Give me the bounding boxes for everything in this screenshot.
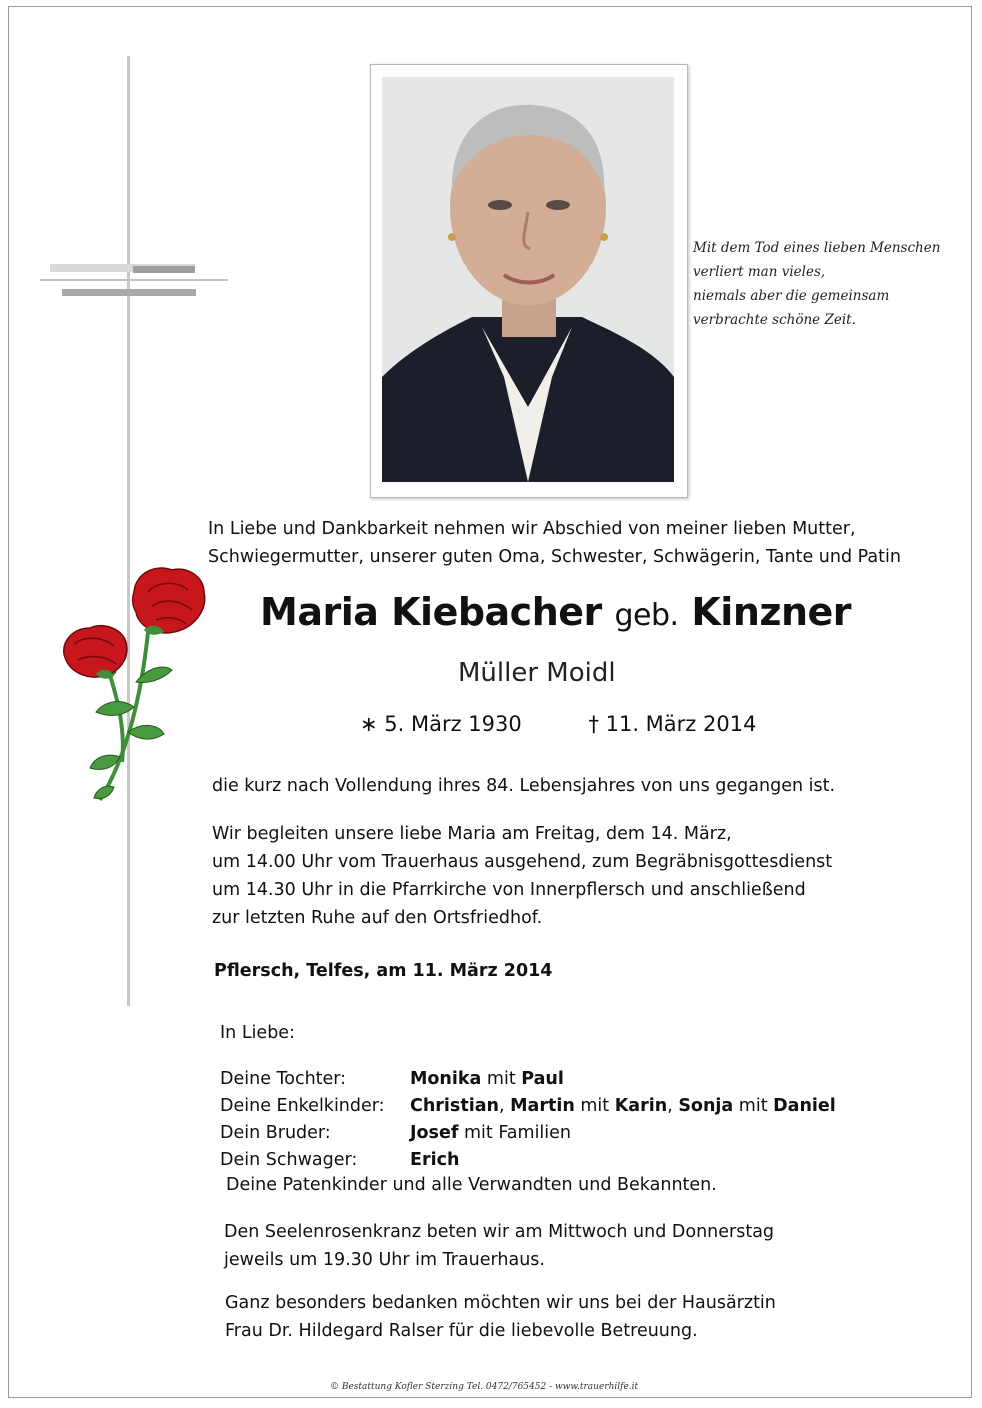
in-liebe-label: In Liebe: — [220, 1023, 295, 1043]
cross-vertical-bar — [127, 56, 130, 1006]
family-name: Josef — [410, 1123, 459, 1143]
name-maiden: Kinzner — [691, 590, 852, 634]
footer-credit: © Bestattung Kofler Sterzing Tel. 0472/765452 - www.trauerhilfe.it — [330, 1382, 639, 1392]
portrait-photo — [382, 77, 674, 482]
death-date: † 11. März 2014 — [588, 712, 757, 736]
red-roses-illustration — [56, 562, 226, 802]
family-connector: , — [667, 1096, 679, 1116]
rosary-line: Den Seelenrosenkranz beten wir am Mittwoch und Donnerstag — [224, 1222, 775, 1242]
funeral-line: Wir begleiten unsere liebe Maria am Freitag, dem 14. März, — [212, 824, 732, 844]
family-relation: Deine Tochter: — [220, 1069, 347, 1089]
cross-horizontal-bar — [133, 266, 195, 273]
family-name: Erich — [410, 1150, 460, 1170]
family-relation: Dein Schwager: — [220, 1150, 358, 1170]
family-name: Sonja — [678, 1096, 734, 1116]
quote-line: verliert man vieles, — [693, 264, 826, 280]
life-dates — [360, 712, 756, 736]
memorial-quote — [693, 236, 975, 332]
family-row — [220, 1120, 836, 1147]
family-row — [220, 1147, 836, 1174]
portrait-illustration — [382, 77, 674, 482]
age-line: die kurz nach Vollendung ihres 84. Lebensjahres von uns gegangen ist. — [212, 776, 836, 796]
family-list — [220, 1066, 836, 1174]
deceased-name — [260, 590, 900, 634]
thanks-line: Ganz besonders bedanken möchten wir uns bei der Hausärztin — [225, 1293, 776, 1313]
family-connector: mit — [733, 1096, 774, 1116]
family-connector: mit Familien — [458, 1123, 572, 1143]
family-name: Monika — [410, 1069, 482, 1089]
family-row — [220, 1066, 836, 1093]
birth-date: ∗ 5. März 1930 — [360, 712, 522, 736]
funeral-line: um 14.00 Uhr vom Trauerhaus ausgehend, zum Begräbnisgottesdienst — [212, 852, 833, 872]
quote-line: niemals aber die gemeinsam — [693, 288, 890, 304]
intro-line: In Liebe und Dankbarkeit nehmen wir Abschied von meiner lieben Mutter, — [208, 519, 856, 539]
thanks-paragraph — [225, 1289, 776, 1345]
funeral-line: um 14.30 Uhr in die Pfarrkirche von Innerpflersch und anschließend — [212, 880, 806, 900]
funeral-line: zur letzten Ruhe auf den Ortsfriedhof. — [212, 908, 543, 928]
family-name: Martin — [510, 1096, 575, 1116]
quote-line: verbrachte schöne Zeit. — [693, 312, 856, 328]
thanks-line: Frau Dr. Hildegard Ralser für die liebevolle Betreuung. — [225, 1321, 698, 1341]
family-row — [220, 1093, 836, 1120]
family-connector: mit — [481, 1069, 522, 1089]
age-paragraph — [212, 772, 952, 800]
family-others: Deine Patenkinder und alle Verwandten und Bekannten. — [226, 1175, 717, 1195]
family-connector: mit — [574, 1096, 615, 1116]
rosary-paragraph — [224, 1218, 774, 1274]
quote-line: Mit dem Tod eines lieben Menschen — [693, 240, 941, 256]
rosary-line: jeweils um 19.30 Uhr im Trauerhaus. — [224, 1250, 545, 1270]
family-relation: Dein Bruder: — [220, 1123, 331, 1143]
intro-line: Schwiegermutter, unserer guten Oma, Schwester, Schwägerin, Tante und Patin — [208, 547, 901, 567]
cross-horizontal-bar — [62, 289, 196, 296]
intro-text — [208, 515, 978, 571]
place-date: Pflersch, Telfes, am 11. März 2014 — [214, 961, 553, 981]
family-name: Christian — [410, 1096, 499, 1116]
family-connector: , — [498, 1096, 511, 1116]
deceased-nickname: Müller Moidl — [458, 658, 616, 688]
family-relation: Deine Enkelkinder: — [220, 1096, 385, 1116]
family-name: Paul — [521, 1069, 564, 1089]
family-name: Karin — [614, 1096, 668, 1116]
name-geb: geb. — [614, 598, 679, 633]
funeral-paragraph — [212, 820, 952, 932]
family-name: Daniel — [773, 1096, 836, 1116]
cross-horizontal-line — [40, 279, 228, 281]
name-first-last: Maria Kiebacher — [260, 590, 602, 634]
